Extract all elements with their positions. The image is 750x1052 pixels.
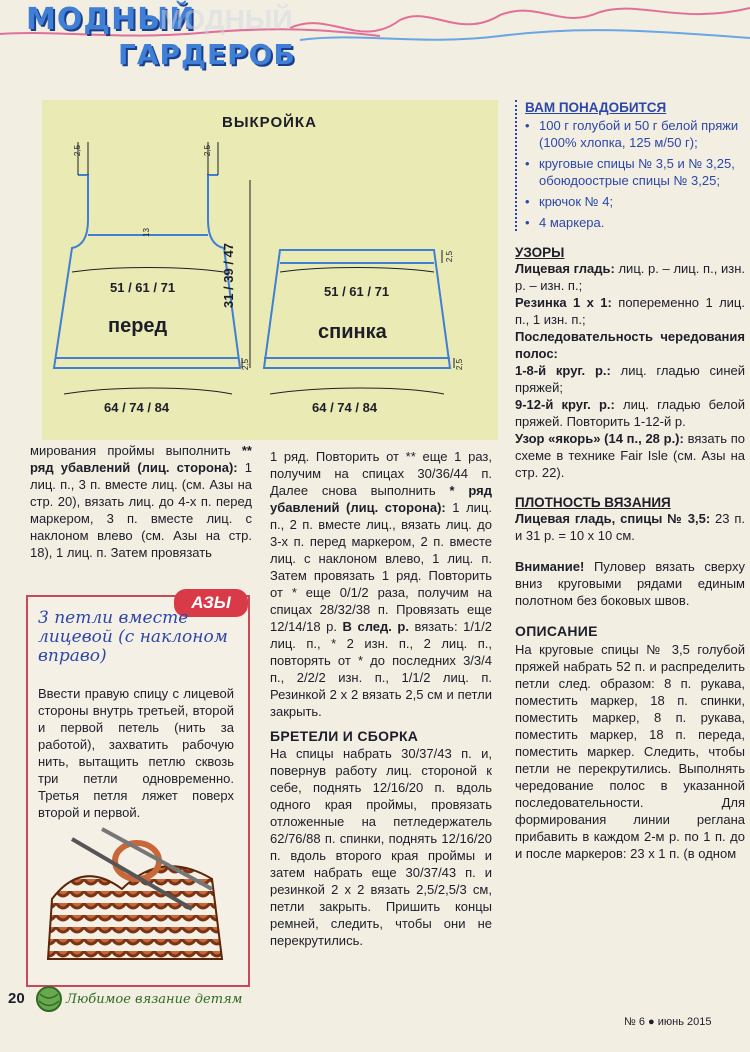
- back-bottom-label: 64 / 74 / 84: [312, 400, 378, 415]
- materials-item: • крючок № 4;: [525, 193, 745, 210]
- basics-box: [26, 595, 246, 985]
- materials-title: ВАМ ПОНАДОБИТСЯ: [525, 100, 667, 115]
- basics-title: 3 петли вместе лицевой (с наклоном вправо): [38, 608, 228, 666]
- materials-item: • 100 г голубой и 50 г белой пряжи (100% хлопка, 125 м/50 г);: [525, 117, 745, 151]
- front-strap-left-label: 2,5: [73, 144, 83, 157]
- front-bottom-label: 64 / 74 / 84: [104, 400, 170, 415]
- density-title: ПЛОТНОСТЬ ВЯЗАНИЯ: [515, 495, 671, 510]
- issue-info: № 6 ● июнь 2015: [624, 1016, 712, 1028]
- front-neck-label: 13: [141, 228, 151, 237]
- materials-list: [525, 117, 745, 231]
- description-text: На круговые спицы № 3,5 голубой пряжей набрать 52 п. и распределить петли след. образом: 8 п. рукава, поместить маркер, 18 п. спинки, поместить маркер, 8 п. рукава, поместить маркер, 18 п. переда, поместить маркер. Следить, чтобы петли не перекрутились. Выполнять чередование полос в указанной последовательности. Для формирования линии реглана прибавить в каждом 2-м р. по 1 п. до и после маркеров: 23 х 1 п. (в одном: [515, 642, 745, 861]
- back-top-band-label: 2,5: [445, 250, 455, 263]
- left-column-text: мирования проймы выполнить ** ряд убавлений (лиц. сторона): 1 лиц. п., 3 п. вместе лиц. (см. Азы на стр. 20), вязать лиц. до 4-х п. перед маркером, 3 п. вместе лиц. с наклоном влево (см. Азы на стр. 18), 1 лиц. п. Затем провязать: [30, 443, 253, 560]
- front-label: перед: [108, 315, 168, 337]
- basics-text: Ввести правую спицу с лицевой стороны внутрь третьей, второй и первой петель (нить за работой), захватить рабочую нить, вытащить петлю сквозь три петли одновременно. Третья петля ляжет поверх второй и первой.: [38, 686, 234, 820]
- height-label: 31 / 39 / 47: [221, 242, 237, 309]
- back-width-label: 51 / 61 / 71: [324, 284, 390, 299]
- straps-title: БРЕТЕЛИ И СБОРКА: [270, 728, 419, 744]
- pattern-rows-9-12: 9-12-й круг. р.: лиц. гладью белой пряжей. Повторить 1-12-й р.: [515, 397, 745, 429]
- pattern-stockinette: Лицевая гладь: лиц. р. – лиц. п., изн. р. – изн. п.;: [515, 261, 745, 293]
- materials-item: • 4 маркера.: [525, 214, 745, 231]
- front-hem-label: 2,5: [241, 358, 251, 371]
- schematic-drawing: [42, 100, 498, 440]
- middle-column-text: 1 ряд. Повторить от ** еще 1 раз, получим на спицах 30/36/44 п. Далее снова выполнить * ряд убавлений (лиц. сторона): 1 лиц. п., 2 п. вместе лиц., вязать лиц. до 3-х п. перед маркером, 2 п. вместе лиц. с наклоном влево, 1 лиц. п. Затем провязать 1 ряд. Повторить от * еще 0/1/2 раза, получим на спицах 28/32/38 п. Провязать еще 12/14/18 р. В след. р. вязать: 1/1/2 лиц. п., * 2 изн. п., 2 лиц. п., повторять от * до последних 3/3/4 п., 2/2/2 изн. п., 1/1/2 лиц. п. Резинкой 2 х 2 вязать 2,5 см и петли закрыть. БРЕТЕЛИ И СБОРКА На спицы набрать 30/37/43 п. и, повернув работу лиц. стороной к себе, поднять 12/16/20 п. вдоль одного края проймы, провязать отложенные на петледержатель 62/76/88 п. спинки, поднять 12/16/20 п. вдоль второго края проймы и затем набрать еще 30/37/43 п. и резинкой 2 х 2 вязать 2,5/2,5/3 см, петли закрыть. Пришить концы ремней, следить, чтобы они не перекрутились.: [270, 449, 493, 948]
- masthead-line1: МОДНЫЙ: [26, 2, 196, 37]
- back-label: спинка: [318, 321, 387, 343]
- diagram-title: ВЫКРОЙКА: [222, 114, 317, 131]
- page-number: 20: [8, 990, 25, 1007]
- masthead-line2: ГАРДЕРОБ: [118, 38, 296, 71]
- sidebar: [515, 100, 745, 862]
- front-strap-right-label: 2,5: [203, 144, 213, 157]
- footer: [0, 980, 750, 1052]
- back-hem-label: 2,5: [455, 358, 465, 371]
- masthead-ghost: МОДНЫЙ: [160, 4, 293, 35]
- materials-box: [515, 100, 745, 231]
- pattern-rib: Резинка 1 х 1: попеременно 1 лиц. п., 1 изн. п.;: [515, 295, 745, 327]
- magazine-title: Любимое вязание детям: [66, 992, 243, 1007]
- straps-text: На спицы набрать 30/37/43 п. и, повернув работу лиц. стороной к себе, поднять 12/16/20 п. вдоль одного края проймы, провязать отложенные на петледержатель 62/76/88 п. спинки, поднять 12/16/20 п. вдоль второго края проймы и затем набрать еще 30/37/43 п. и резинкой 2 х 2 вязать 2,5/2,5/3 см, петли закрыть. Пришить концы ремней, следить, чтобы они не перекрутились.: [270, 746, 492, 948]
- materials-item: • круговые спицы № 3,5 и № 3,25, обоюдоострые спицы № 3,25;: [525, 155, 745, 189]
- pattern-stripes: Последовательность чередования полос:: [515, 329, 745, 361]
- attention-text: Внимание! Пуловер вязать сверху вниз круговыми рядами единым полотном без боковых швов.: [515, 559, 745, 608]
- patterns-title: УЗОРЫ: [515, 245, 565, 260]
- pattern-anchor: Узор «якорь» (14 п., 28 р.): вязать по схеме в технике Fair Isle (см. Азы на стр. 22).: [515, 431, 745, 480]
- header: [0, 0, 750, 90]
- density-text: Лицевая гладь, спицы № 3,5: 23 п. и 31 р. = 10 х 10 см.: [515, 511, 745, 543]
- front-outline: [54, 175, 240, 368]
- basics-badge: АЗЫ: [174, 589, 248, 617]
- yarn-ball-icon: [34, 984, 64, 1014]
- front-width-label: 51 / 61 / 71: [110, 280, 176, 295]
- pattern-rows-1-8: 1-8-й круг. р.: лиц. гладью синей пряжей;: [515, 363, 745, 395]
- pattern-diagram: [42, 100, 498, 440]
- knitting-illustration: [42, 819, 232, 969]
- description-title: ОПИСАНИЕ: [515, 623, 598, 639]
